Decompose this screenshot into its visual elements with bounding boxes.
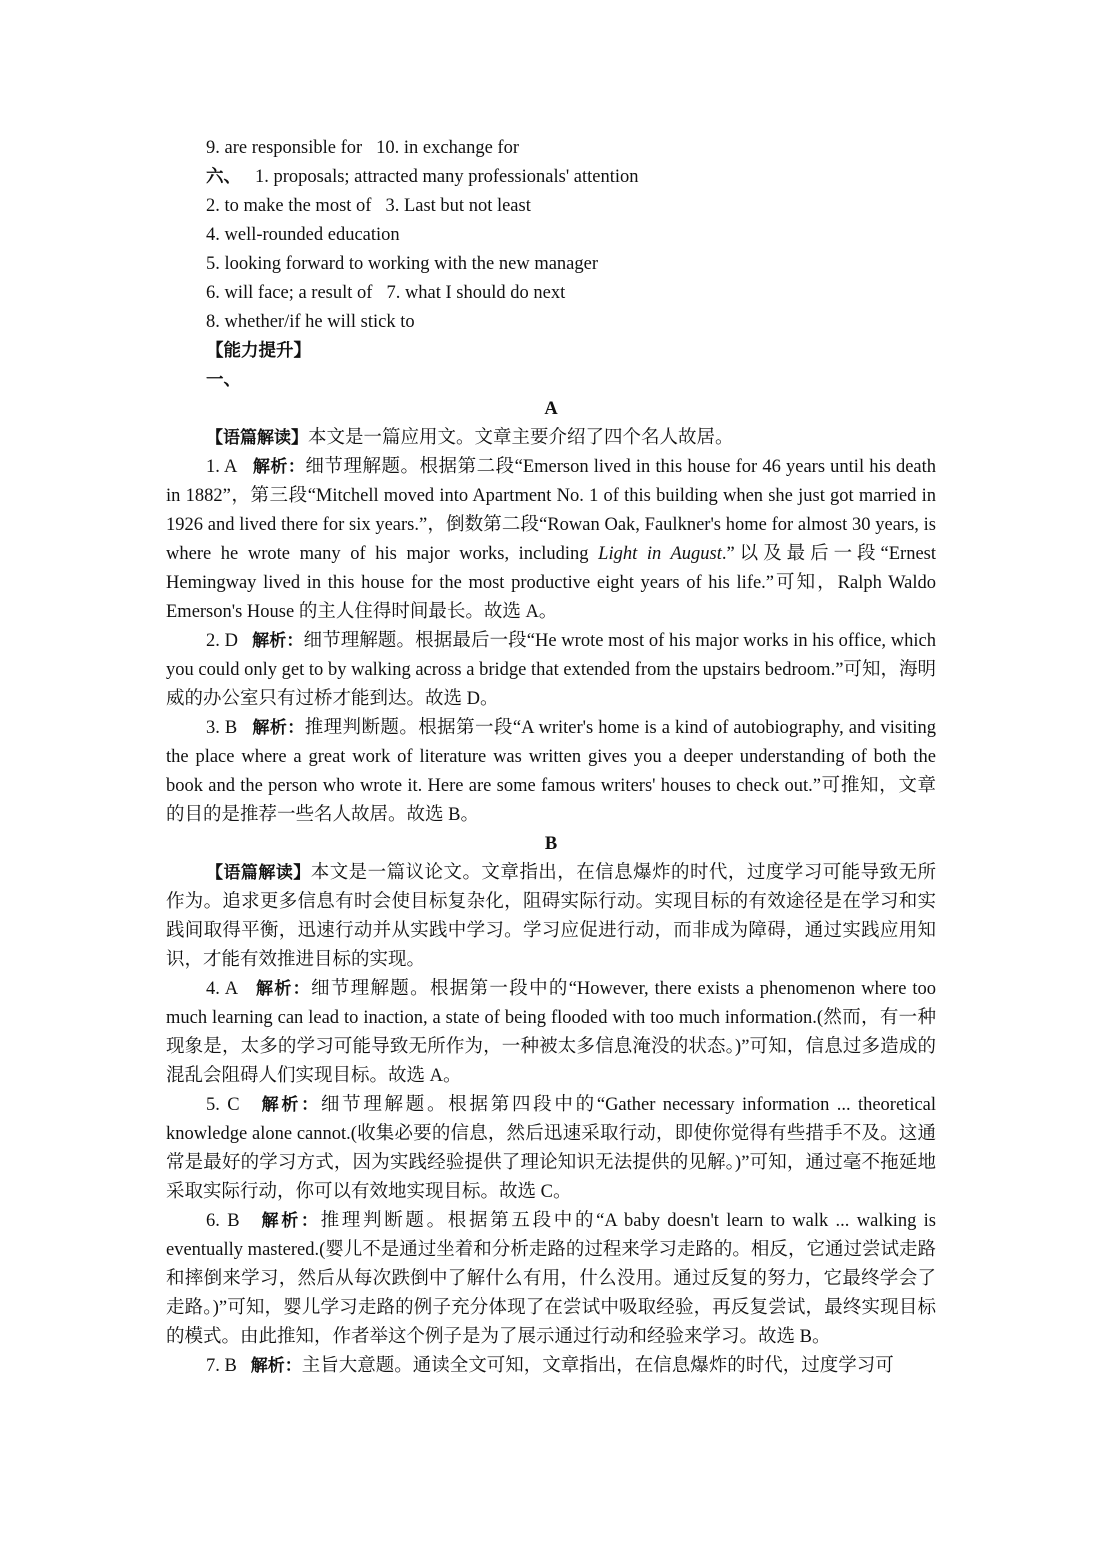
question-1: 1. A 解析：细节理解题。根据第二段“Emerson lived in this house for 46 years until his death in 1882”，第三段“Mitchell moved into Apartment No. 1 of this building when she just got married in 1926 and lived there for six years.”，倒数第二段“Rowan Oak, Faulkner's home for almost 30 years, is where he wrote many of his major works, including Light in August.”以及最后一段“Ernest Hemingway lived in this house for the most productive eight years of his life.”可知，Ralph Waldo Emerson's House 的主人住得时间最长。故选 A。: [166, 457, 937, 622]
part-a-title: A: [544, 399, 558, 419]
answer-line-6-7: 6. will face; a result of 7. what I should do next: [206, 283, 566, 303]
question-3: 3. B 解析：推理判断题。根据第一段“A writer's home is a kind of autobiography, and visiting the place where a great work of literature was written gives you a deeper understanding of both the book and the person who wrote it. Here are some famous writers' houses to check out.”可推知，文章的目的是推荐一些名人故居。故选 B。: [166, 718, 937, 825]
part-a-reading: 【语篇解读】本文是一篇应用文。文章主要介绍了四个名人故居。: [206, 428, 734, 448]
question-5: 5. C 解析：细节理解题。根据第四段中的“Gather necessary information ... theoretical knowledge alone cannot.(收集必要的信息，然后迅速采取行动，即使你觉得有些措手不及。这通常是最好的学习方式，因为实践经验提供了理论知识无法提供的见解。)”可知，通过毫不拖延地采取实际行动，你可以有效地实现目标。故选 C。: [166, 1095, 937, 1202]
part-b-title: B: [544, 834, 558, 854]
answer-line-8: 8. whether/if he will stick to: [206, 312, 415, 332]
section-six-label: 六、: [206, 167, 241, 187]
answer-line-2-3: 2. to make the most of 3. Last but not least: [206, 196, 531, 216]
part-b-reading: 【语篇解读】本文是一篇议论文。文章指出，在信息爆炸的时代，过度学习可能导致无所作为。追求更多信息有时会使目标复杂化，阻碍实际行动。实现目标的有效途径是在学习和实践间取得平衡，迅速行动并从实践中学习。学习应促进行动，而非成为障碍，通过实践应用知识，才能有效推进目标的实现。: [166, 863, 936, 970]
answer-line-6-1: 六、 1. proposals; attracted many professionals' attention: [206, 167, 639, 187]
section-sub: 一、: [206, 370, 241, 390]
document-page: [166, 134, 936, 1381]
question-6: 6. B 解析：推理判断题。根据第五段中的“A baby doesn't learn to walk ... walking is eventually mastered.(婴儿不是通过坐着和分析走路的过程来学习走路的。相反，它通过尝试走路和摔倒来学习，然后从每次跌倒中了解什么有用，什么没用。通过反复的努力，它最终学会了走路。)”可知，婴儿学习走路的例子充分体现了在尝试中吸取经验，再反复尝试，最终实现目标的模式。由此推知，作者举这个例子是为了展示通过行动和经验来学习。故选 B。: [166, 1211, 937, 1347]
question-7: 7. B 解析：主旨大意题。通读全文可知，文章指出，在信息爆炸的时代，过度学习可: [206, 1356, 894, 1376]
answer-line-9-10: 9. are responsible for 10. in exchange for: [206, 138, 519, 158]
question-2: 2. D 解析：细节理解题。根据最后一段“He wrote most of his major works in his office, which you could only get to by walking across a bridge that extended from the upstairs bedroom.”可知，海明威的办公室只有过桥才能到达。故选 D。: [166, 631, 936, 709]
section-heading: 【能力提升】: [206, 341, 311, 361]
answer-line-4: 4. well-rounded education: [206, 225, 400, 245]
question-4: 4. A 解析：细节理解题。根据第一段中的“However, there exists a phenomenon where too much learning can lead to inaction, a state of being flooded with too much information.(然而，有一种现象是，太多的学习可能导致无所作为，一种被太多信息淹没的状态。)”可知，信息过多造成的混乱会阻碍人们实现目标。故选 A。: [166, 979, 937, 1086]
answer-line-5: 5. looking forward to working with the new manager: [206, 254, 599, 274]
